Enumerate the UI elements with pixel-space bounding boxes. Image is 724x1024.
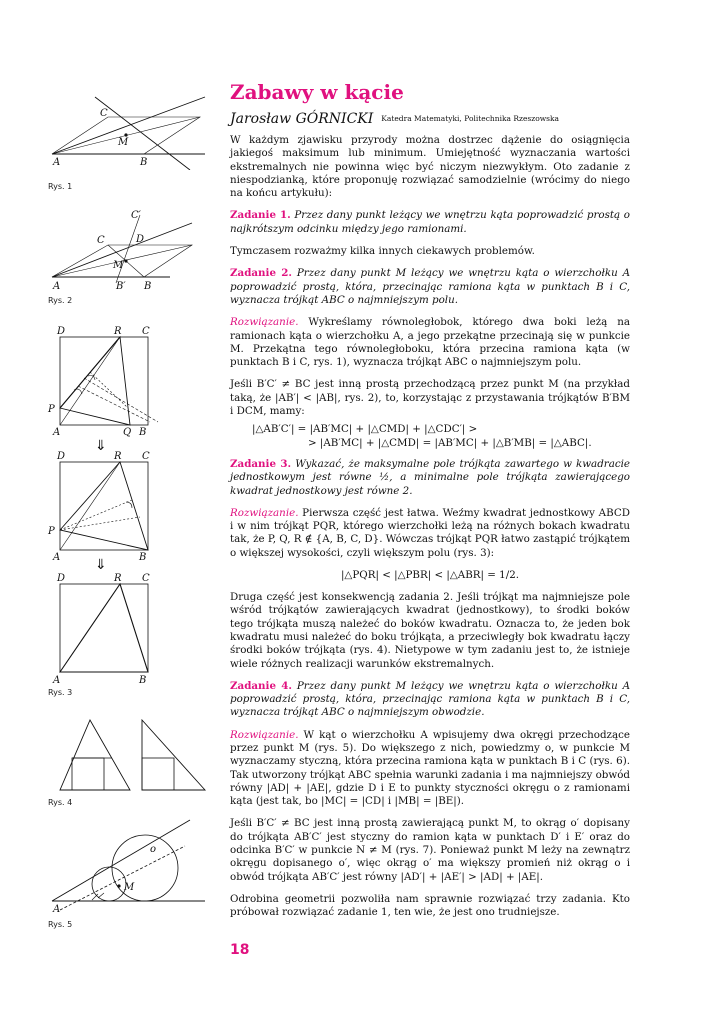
problem-2-text: Przez dany punkt M leżący we wnętrzu kąta o wierzchołku A poprowadzić prostą, która, przecinając ramiona kąta w punktach B i C, wyznacza trójkąt ABC o najmniejszym polu. [230, 267, 631, 306]
rys3-b-label-C: C [142, 451, 150, 462]
problem-2-label: Zadanie 2. [230, 267, 292, 280]
solution-2 [230, 316, 630, 369]
rys3-c-label-R: R [114, 573, 122, 584]
problem-4-text: Przez dany punkt M leżący we wnętrzu kąta o wierzchołku A poprowadzić prostą, która, przecinając ramiona kąta w punktach B i C, wyznacza trójkąt ABC o najmniejszym obwodzie. [230, 679, 631, 719]
figure-rys2 [0, 205, 220, 290]
rys3-c-label-B: B [139, 675, 147, 686]
solution-4-continued: Jeśli B′C′ ≠ BC jest inną prostą zawierającą punkt M, to okrąg o′ dopisany do trójkąta AB′C′ jest styczny do ramion kąta w punktach D′ i E′ oraz do odcinka B′C′ w punkcie N ≠ M (rys. 7). Ponieważ punkt M leży na zewnątrz okręgu dopisanego o′, więc okrąg o′ ma większy promień niż okrąg o i obwód trójkąta AB′C′ jest równy |AD′| + |AE′| > |AD| + |AE|. [230, 817, 630, 883]
solution-4 [230, 729, 630, 809]
rys3-b-label-D: D [57, 451, 66, 462]
rys1-label-A: A [53, 157, 61, 168]
outro-paragraph: Odrobina geometrii pozwoliła nam sprawnie rozwiązać trzy zadania. Kto próbował rozwiązać zadanie 1, ten wie, że jest ono trudniejsze. [230, 892, 630, 919]
rys3-c-label-D: D [57, 573, 66, 584]
problem-4 [230, 680, 630, 720]
solution-2-text: Wykreślamy równoległobok, którego dwa boki leżą na ramionach kąta o wierzchołku A, a jego przekątne przecinają się w punkcie M. Przekątna tego równoległoboku, która przecina ramiona kąta (w punktach B i C, rys. 1), wyznacza trójkąt ABC o najmniejszym polu. [230, 316, 630, 369]
rys4-caption: Rys. 4 [48, 798, 73, 807]
rys2-label-C: C [97, 235, 105, 246]
rys2-label-B: B [144, 281, 152, 290]
rys3-a-label-A: A [53, 427, 61, 438]
rys2-caption: Rys. 2 [48, 296, 73, 305]
rys3-b-label-A: A [53, 552, 61, 563]
solution-2-label: Rozwiązanie. [230, 316, 299, 329]
problem-1-text: Przez dany punkt leżący we wnętrzu kąta poprowadzić prostą o najkrótszym odcinku między jego ramionami. [230, 209, 630, 235]
rys3-b-label-R: R [114, 451, 122, 462]
rys1-caption: Rys. 1 [48, 182, 73, 191]
rys2-label-M: M [113, 260, 124, 271]
rys3-arrow-1: ⇓ [95, 438, 107, 454]
author-affiliation: Katedra Matematyki, Politechnika Rzeszowska [381, 114, 560, 123]
solution-4-label: Rozwiązanie. [230, 728, 299, 741]
figure-rys5 [0, 818, 220, 918]
rys3-caption: Rys. 3 [48, 688, 73, 697]
rys3-b-label-B: B [139, 552, 147, 563]
article-body [230, 80, 630, 929]
solution-3-label: Rozwiązanie. [230, 506, 299, 519]
figure-rys4 [0, 712, 220, 797]
rys3-a-label-R: R [114, 326, 122, 337]
page-number: 18 [230, 942, 250, 958]
article-title: Zabawy w kącie [230, 80, 404, 104]
rys5-caption: Rys. 5 [48, 920, 73, 929]
rys3-a-label-D: D [57, 326, 66, 337]
rys2-drawing [0, 205, 220, 290]
solution-3-text: Pierwsza część jest łatwa. Weźmy kwadrat jednostkowy ABCD i w nim trójkąt PQR, którego wierzchołki leżą na różnych bokach kwadratu tak, że P, Q, R ∉ {A, B, C, D}. Wówczas trójkąt PQR łatwo zastąpić trójkątem o większej wysokości, czyli większym polu (rys. 3): [230, 506, 630, 559]
rys2-label-D: D [136, 234, 145, 245]
rys2-label-C-prime: C′ [131, 210, 141, 221]
equation-2: |△PQR| < |△PBR| < |△ABR| = 1/2. [340, 569, 520, 582]
equation-1 [252, 423, 630, 450]
problem-3-text: Wykazać, że maksymalne pole trójkąta zawartego w kwadracie jednostkowym jest równe ½, a minimalne pole trójkąta zawierającego kwadrat jednostkowy jest równe 2. [230, 457, 631, 497]
rys3-b-label-P: P [48, 526, 55, 537]
rys3-c-label-A: A [53, 675, 61, 686]
rys1-label-B: B [140, 157, 148, 168]
problem-3 [230, 458, 630, 498]
rys3-a-label-P: P [48, 404, 55, 415]
rys5-label-A: A [53, 904, 61, 915]
problem-2 [230, 267, 630, 307]
rys1-label-M: M [118, 137, 129, 148]
equation-1-line-1: |△AB′C′| = |AB′MC| + |△CMD| + |△CDC′| > [252, 423, 478, 436]
rys1-label-C: C [100, 108, 108, 119]
rys4-drawing [0, 712, 220, 797]
byline [230, 110, 630, 128]
rys3-a-label-Q: Q [123, 427, 132, 438]
transition-paragraph: Tymczasem rozważmy kilka innych ciekawych problemów. [230, 245, 535, 258]
solution-2-continued: Jeśli B′C′ ≠ BC jest inną prostą przechodzącą przez punkt M (na przykład taką, że |AB′| < |AB|, rys. 2), to, korzystając z przystawania trójkątów B′BM i DCM, mamy: [230, 378, 630, 418]
rys3-arrow-2: ⇓ [95, 557, 107, 573]
rys3-c-label-C: C [142, 573, 150, 584]
solution-3-continued: Druga część jest konsekwencją zadania 2. Jeśli trójkąt ma najmniejsze pole wśród trójkątów zawierających kwadrat (jednostkowy), to środki boków tego trójkąta muszą należeć do boków kwadratu. Oznacza to, że jeden bok kwadratu musi należeć do boku trójkąta, a przeciwległy bok kwadratu łączy środki boków trójkąta (rys. 4). Nietypowe w tym zadaniu jest to, że istnieje wiele różnych realizacji warunków ekstremalnych. [230, 591, 630, 670]
rys2-label-A: A [53, 281, 61, 290]
rys5-drawing [0, 818, 220, 918]
equation-1-line-2: > |AB′MC| + |△CMD| = |AB′MC| + |△B′MB| = |△ABC|. [308, 436, 592, 449]
problem-4-label: Zadanie 4. [230, 679, 292, 692]
rys3-a-label-C: C [142, 326, 150, 337]
solution-3 [230, 507, 630, 560]
rys1-drawing [0, 95, 220, 170]
solution-4-text: W kąt o wierzchołku A wpisujemy dwa okręgi przechodzące przez punkt M (rys. 5). Do większego z nich, powiedzmy o, w punkcie M wyznaczamy styczną, która przecina ramiona kąta w punktach B i C (rys. 6). Tak utworzony trójkąt ABC spełnia warunki zadania i ma najmniejszy obwód równy |AD| + |AE|, gdzie D i E to punkty styczności okręgu o z ramionami kąta (jest tak, bo |MC| = |CD| i |MB| = |BE|). [230, 728, 630, 808]
rys3-a-label-B: B [139, 427, 147, 438]
figure-rys3 [0, 322, 220, 687]
rys5-label-o: o [150, 844, 157, 855]
problem-3-label: Zadanie 3. [230, 457, 292, 470]
rys2-label-B-prime: B′ [116, 281, 126, 290]
figure-rys1 [0, 95, 220, 170]
rys5-label-M: M [124, 882, 135, 893]
author-name: Jarosław GÓRNICKI [230, 111, 374, 127]
intro-paragraph: W każdym zjawisku przyrody można dostrzec dążenie do osiągnięcia jakiegoś maksimum lub minimum. Umiejętność wyznaczania wartości ekstremalnych nie powinna więc być niczym niezwykłym. Oto zadanie z niespodzianką, które proponuję rozwiązać samodzielnie (wrócimy do niego na końcu artykułu): [230, 134, 630, 200]
rys3-drawing [0, 322, 220, 687]
problem-1 [230, 209, 630, 236]
problem-1-label: Zadanie 1. [230, 209, 291, 222]
